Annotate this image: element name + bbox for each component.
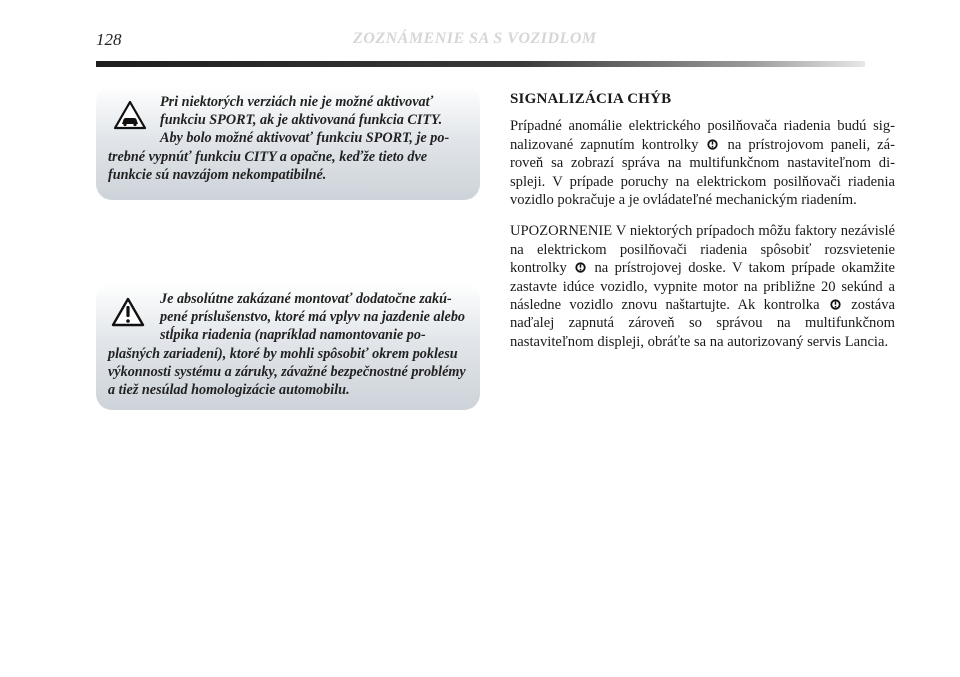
note-box-accessories — [96, 283, 480, 410]
steering-wheel-warning-icon — [575, 262, 586, 273]
steering-wheel-warning-icon — [830, 299, 841, 310]
note-text: Pri niektorých verziách nie je možné aktivovať funkciu SPORT, ak je aktivovaná funkcia CITY. Aby bolo možné aktivovať funkciu SPORT, je potrebné vypnúť funkciu CITY a opačne, keďže tieto dve funkcie sú navzájom nekompatibilné. — [108, 94, 450, 183]
header-rule — [96, 61, 865, 67]
note-text: Je absolútne zakázané montovať dodatočne zakúpené príslušenstvo, ktoré má vplyv na jazdenie alebo stĺpika riadenia (napríklad namontovanie poplašných zariadení), ktoré by mohli spôsobiť okrem poklesu výkonnosti systému a záruky, závažné bezpečnostné problémy a tiež nesúlad homologizácie automobilu. — [108, 291, 466, 399]
warning-triangle-icon — [111, 297, 145, 327]
page-number: 128 — [96, 30, 122, 49]
paragraph-warning: UPOZORNENIE V niektorých prípadoch môžu faktory nezávislé na elektrickom posilňovači riadenia spôsobiť rozsvietenie kontrolky na prístrojovej doske. V takom prípade okamžite zastavte idúce vozidlo, vypnite motor na približne 20 sekúnd a následne vozidlo znovu naštartujte. Ak kontrolka zostáva naďalej zapnutá zároveň so správou na multifunkčnom nastaviteľnom displeji, obráťte sa na autorizovaný servis Lancia. — [510, 223, 895, 350]
steering-wheel-warning-icon — [707, 139, 718, 150]
paragraph-signalization: Prípadné anomálie elektrického posilňovača riadenia budú signalizované zapnutím kontrolky na prístrojovom paneli, zároveň sa zobrazí správa na multifunkčnom nastaviteľnom displeji. V prípade poruchy na elektrickom posilňovači riadenia vozidlo pokračuje a je ovládateľné mechanickým riadením. — [510, 118, 895, 209]
note-box-city-sport — [96, 86, 480, 200]
section-title: SIGNALIZÁCIA CHÝB — [510, 91, 672, 107]
car-warning-icon — [113, 100, 147, 130]
running-header: ZOZNÁMENIE SA S VOZIDLOM — [353, 30, 597, 47]
right-column — [510, 90, 895, 364]
